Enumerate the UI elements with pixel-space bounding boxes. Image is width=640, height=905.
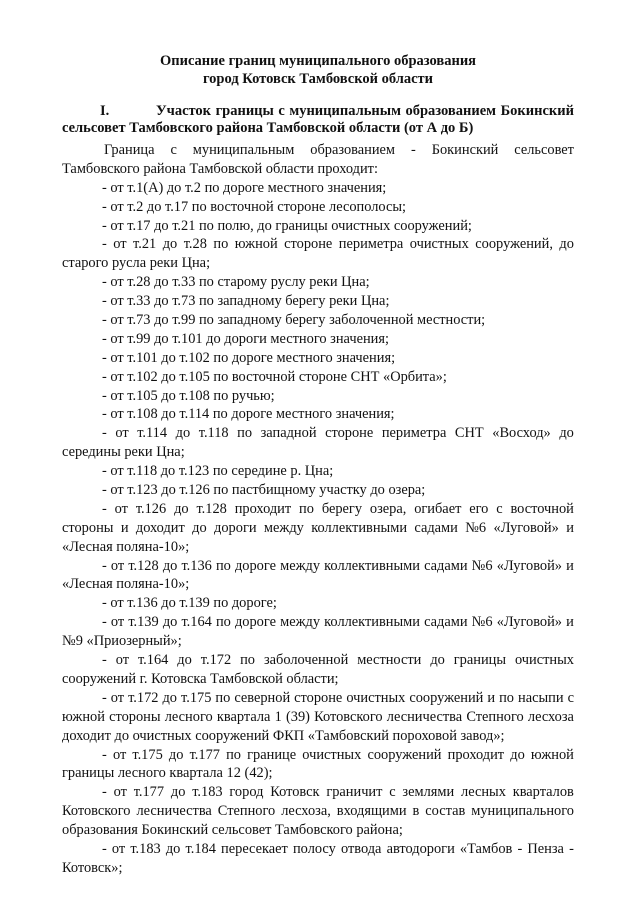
boundary-segment-line: [62, 783, 574, 802]
word: по: [240, 652, 255, 669]
boundary-segment-continuation: сооружений г. Котовска Тамбовской области;: [62, 670, 339, 687]
word: от: [110, 557, 125, 574]
boundary-segment-item: [62, 292, 574, 311]
boundary-segment-item: [62, 840, 574, 878]
boundary-segment-line: - от т.101 до т.102 по дороге местного значения;: [102, 349, 396, 366]
word: т.128: [128, 557, 159, 574]
section-heading: [62, 103, 574, 137]
word: лесничества: [136, 803, 212, 820]
boundary-segment-list: [62, 179, 574, 878]
boundary-segment-continuation: границы лесного квартала 12 (42);: [62, 765, 273, 782]
word: до: [430, 652, 445, 669]
word: от: [112, 746, 127, 763]
word: дороге: [234, 614, 276, 631]
word: т.118: [198, 425, 229, 442]
word: от: [111, 840, 126, 857]
boundary-segment-line: [62, 500, 574, 519]
intro-word: образованием: [310, 142, 396, 158]
word: до: [192, 519, 207, 536]
word: проходит: [447, 746, 505, 763]
heading-word: границы: [215, 103, 274, 119]
word: «Тамбов: [459, 840, 513, 857]
boundary-segment-item: [62, 405, 574, 424]
word: коллективными: [324, 557, 420, 574]
word: -: [102, 652, 107, 669]
word: и: [487, 689, 496, 706]
intro-word: с: [170, 142, 177, 158]
word: с: [389, 784, 396, 801]
word: -: [102, 614, 107, 631]
boundary-segment-item: [62, 330, 574, 349]
word: до: [510, 746, 525, 763]
boundary-segment-continuation: середины реки Цна;: [62, 444, 185, 461]
word: насыпи: [518, 689, 564, 706]
word: т.172: [200, 652, 232, 669]
word: очистных: [409, 236, 469, 253]
word: по: [215, 614, 231, 631]
boundary-segment-line: - от т.118 до т.123 по середине р. Цна;: [102, 463, 334, 480]
section-heading-line1: [62, 103, 574, 120]
word: периметра: [338, 236, 404, 253]
word: доходит: [135, 519, 185, 536]
word: по: [237, 425, 253, 442]
word: т.114: [137, 425, 168, 442]
word: лесных: [461, 784, 506, 801]
boundary-segment-continuation: образования Бокинский сельсовет Тамбовского района;: [62, 822, 403, 839]
word: Котовского: [62, 803, 131, 820]
word: до: [177, 652, 192, 669]
intro-word: сельсовет: [514, 142, 574, 158]
word: т.184: [185, 840, 216, 857]
word: южной: [530, 746, 574, 763]
word: садами: [424, 557, 468, 574]
word: между: [263, 519, 304, 536]
word: сооружений,: [475, 236, 553, 253]
word: кварталов: [512, 784, 574, 801]
boundary-segment-line: - от т.28 до т.33 по старому руслу реки Цна;: [102, 274, 370, 291]
boundary-segment-item: [62, 179, 574, 198]
boundary-segment-item: [62, 387, 574, 406]
word: сооружений: [367, 746, 442, 763]
boundary-segment-line: [62, 651, 574, 670]
word: Степного: [217, 803, 276, 820]
boundary-segment-continuation: Котовск»;: [62, 859, 123, 876]
word: «Луговой»: [496, 614, 563, 631]
boundary-segment-item: [62, 235, 574, 273]
boundary-segment-item: [62, 368, 574, 387]
word: входящими: [336, 803, 407, 820]
word: т.164: [137, 652, 169, 669]
word: -: [102, 689, 107, 706]
boundary-segment-continuation: №9 «Приозерный»;: [62, 633, 182, 650]
word: «Восход»: [492, 425, 551, 442]
word: и: [566, 557, 574, 574]
word: от: [113, 784, 127, 801]
word: №6: [465, 519, 487, 536]
boundary-segment-line: [62, 689, 574, 708]
word: по: [226, 746, 242, 763]
boundary-segment-continuation: [62, 708, 574, 727]
word: т.28: [183, 236, 207, 253]
word: лесхоза: [527, 708, 574, 725]
word: границе: [247, 746, 297, 763]
word: -: [517, 840, 523, 857]
section-heading-line2: сельсовет Тамбовского района Тамбовской области (от А до Б): [62, 120, 474, 136]
boundary-segment-line: [62, 746, 574, 765]
boundary-segment-item: [62, 481, 574, 500]
word: т.128: [196, 500, 227, 517]
boundary-segment-item: [62, 689, 574, 746]
boundary-segment-line: [62, 557, 574, 576]
word: по: [499, 689, 514, 706]
word: до: [162, 236, 178, 253]
word: №6: [471, 557, 493, 574]
boundary-segment-line: [62, 840, 574, 859]
boundary-segment-line: - от т.73 до т.99 по западному берегу заболоченной местности;: [102, 312, 486, 329]
word: т.177: [189, 746, 220, 763]
intro-line2: Тамбовского района Тамбовской области проходит:: [62, 160, 378, 177]
boundary-segment-line: - от т.123 до т.126 по пастбищному участку до озера;: [102, 482, 426, 499]
word: южной: [62, 708, 105, 725]
word: от: [110, 614, 125, 631]
boundary-segment-item: [62, 557, 574, 595]
word: озера,: [369, 500, 407, 517]
word: -: [102, 236, 107, 253]
word: -: [102, 500, 107, 517]
word: очистных: [302, 746, 362, 763]
word: периметра: [381, 425, 447, 442]
boundary-segment-item: [62, 613, 574, 651]
boundary-segment-line: - от т.99 до т.101 до дороги местного значения;: [102, 330, 390, 347]
word: т.175: [181, 689, 212, 706]
word: до: [162, 614, 178, 631]
boundary-segment-continuation: «Лесная поляна-10»;: [62, 576, 190, 593]
word: огибает: [414, 500, 462, 517]
word: в: [412, 803, 420, 820]
boundary-segment-item: [62, 198, 574, 217]
word: т.126: [135, 500, 167, 517]
word: т.164: [181, 614, 212, 631]
word: т.183: [130, 840, 161, 857]
boundary-segment-line: - от т.102 до т.105 по восточной стороне СНТ «Орбита»;: [102, 368, 447, 385]
word: до: [174, 500, 189, 517]
word: по: [299, 500, 314, 517]
word: землями: [402, 784, 455, 801]
word: с: [496, 500, 503, 517]
word: коллективными: [311, 519, 408, 536]
word: до: [175, 425, 191, 442]
word: СНТ: [454, 425, 484, 442]
word: №6: [471, 614, 493, 631]
boundary-segment-item: [62, 594, 574, 613]
word: и: [566, 614, 574, 631]
word: северной: [234, 689, 291, 706]
word: от: [110, 689, 125, 706]
boundary-segment-continuation: [62, 802, 574, 821]
word: муниципального: [471, 803, 574, 820]
boundary-segment-continuation: доходит до очистных сооружений ФКП «Тамбовский пороховой завод»;: [62, 727, 505, 744]
boundary-segment-item: [62, 500, 574, 557]
boundary-segment-line: - от т.136 до т.139 по дороге;: [102, 595, 277, 612]
word: стороне: [284, 236, 333, 253]
word: от: [113, 236, 127, 253]
word: Степного: [466, 708, 524, 725]
word: -: [102, 840, 107, 857]
word: садами: [414, 519, 458, 536]
document-title-line2: город Котовск Тамбовской области: [202, 71, 434, 87]
word: между: [280, 614, 321, 631]
word: т.136: [181, 557, 212, 574]
boundary-segment-item: [62, 311, 574, 330]
word: автодороги: [386, 840, 455, 857]
word: полосу: [292, 840, 336, 857]
word: между: [280, 557, 321, 574]
word: т.172: [128, 689, 159, 706]
boundary-segment-item: [62, 462, 574, 481]
boundary-segment-item: [62, 746, 574, 784]
word: пересекает: [221, 840, 288, 857]
word: т.177: [133, 784, 165, 801]
word: до: [165, 840, 181, 857]
word: 1: [274, 708, 282, 725]
word: -: [102, 557, 107, 574]
word: т.175: [132, 746, 163, 763]
word: отвода: [340, 840, 382, 857]
word: квартала: [216, 708, 271, 725]
word: стороны: [109, 708, 161, 725]
word: до: [162, 557, 178, 574]
word: стороне: [294, 689, 343, 706]
boundary-segment-line: - от т.33 до т.73 по западному берегу реки Цна;: [102, 293, 390, 310]
intro-word: Граница: [104, 142, 155, 158]
heading-word: образованием: [405, 103, 497, 119]
word: местности: [357, 652, 422, 669]
word: дороги: [214, 519, 257, 536]
word: и: [120, 519, 129, 536]
word: берегу: [321, 500, 363, 517]
heading-word: Участок: [156, 103, 212, 119]
word: Котовского: [314, 708, 383, 725]
boundary-segment-line: - от т.105 до т.108 по ручью;: [102, 387, 275, 404]
word: заболоченной: [263, 652, 349, 669]
word: западной: [260, 425, 317, 442]
boundary-segment-line: - от т.108 до т.114 по дороге местного значения;: [102, 406, 395, 423]
word: состав: [425, 803, 466, 820]
section-heading-line1-text: [156, 103, 574, 120]
intro-word: муниципальным: [192, 142, 295, 158]
boundary-segment-continuation: старого русла реки Цна;: [62, 255, 211, 272]
word: очистных: [346, 689, 406, 706]
word: Котовск: [270, 784, 320, 801]
word: по: [213, 236, 229, 253]
word: лесничества: [386, 708, 463, 725]
boundary-segment-item: [62, 349, 574, 368]
boundary-segment-line: [62, 613, 574, 632]
word: (39): [285, 708, 310, 725]
word: лесного: [164, 708, 213, 725]
word: проходит: [234, 500, 292, 517]
word: очистных: [514, 652, 574, 669]
word: южной: [234, 236, 278, 253]
document-body: [62, 141, 574, 878]
word: дороге: [234, 557, 276, 574]
word: «Луговой»: [496, 557, 563, 574]
word: по: [215, 557, 231, 574]
word: стороны: [62, 519, 114, 536]
word: коллективными: [324, 614, 420, 631]
word: лесхоза,: [281, 803, 331, 820]
heading-word: муниципальным: [289, 103, 401, 119]
word: садами: [424, 614, 468, 631]
word: границы: [453, 652, 507, 669]
boundary-segment-line: - от т.1(А) до т.2 по дороге местного значения;: [102, 179, 387, 196]
word: восточной: [510, 500, 574, 517]
word: с: [567, 689, 574, 706]
intro-line1: [62, 141, 574, 160]
boundary-segment-item: [62, 783, 574, 840]
word: по: [215, 689, 231, 706]
word: его: [469, 500, 489, 517]
boundary-segment-item: [62, 273, 574, 292]
boundary-segment-line: [62, 235, 574, 254]
word: Пенза: [527, 840, 564, 857]
word: до: [162, 689, 178, 706]
heading-word: с: [278, 103, 285, 119]
word: «Луговой»: [493, 519, 559, 536]
word: от: [115, 652, 130, 669]
boundary-segment-continuation: [62, 519, 574, 538]
boundary-segment-line: [62, 424, 574, 443]
word: -: [102, 425, 107, 442]
word: сооружений: [409, 689, 484, 706]
word: до: [559, 425, 574, 442]
word: граничит: [326, 784, 383, 801]
word: до: [170, 784, 186, 801]
word: от: [115, 425, 129, 442]
word: т.183: [192, 784, 223, 801]
word: до: [559, 236, 574, 253]
word: т.139: [128, 614, 159, 631]
word: стороне: [325, 425, 374, 442]
word: город: [229, 784, 264, 801]
boundary-segment-line: - от т.2 до т.17 по восточной стороне лесополосы;: [102, 198, 407, 215]
heading-word: Бокинский: [500, 103, 574, 119]
word: -: [569, 840, 574, 857]
word: -: [102, 746, 107, 763]
word: и: [566, 519, 574, 536]
intro-word: -: [410, 142, 416, 158]
boundary-segment-continuation: «Лесная поляна-10»;: [62, 538, 190, 555]
boundary-segment-item: [62, 424, 574, 462]
intro-word: Бокинский: [431, 142, 499, 158]
document-title-line1: Описание границ муниципального образования: [159, 53, 477, 69]
word: -: [102, 784, 107, 801]
word: от: [114, 500, 128, 517]
boundary-segment-item: [62, 217, 574, 236]
word: до: [168, 746, 184, 763]
boundary-segment-item: [62, 651, 574, 689]
boundary-segment-line: - от т.17 до т.21 по полю, до границы очистных сооружений;: [102, 217, 472, 234]
section-number: I.: [100, 103, 110, 119]
word: т.21: [133, 236, 157, 253]
